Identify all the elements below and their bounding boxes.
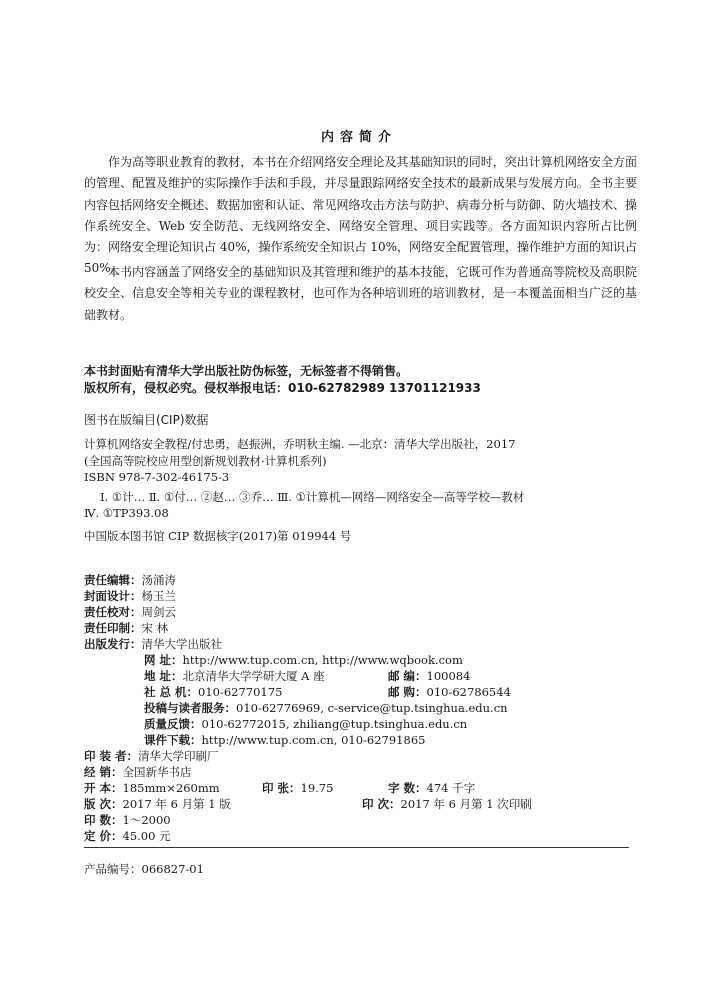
credit-service-value: 010-62776969, c-service@tup.tsinghua.edu.cn (236, 701, 508, 715)
credit-mail-value: 010-62786544 (426, 685, 511, 699)
credit-editor-value: 汤涌涛 (141, 573, 176, 587)
credit-printing (362, 793, 532, 812)
credit-words-value: 474 千字 (426, 781, 476, 795)
summary-paragraph-2: 本书内容涵盖了网络安全的基础知识及其管理和维护的基本技能，它既可作为普通高等院校及高职院校安全、信息安全等相关专业的课程教材，也可作为各种培训班的培训教材，是一本覆盖面相当广泛的基础教材。 (84, 265, 637, 322)
credit-zip-value: 100084 (426, 669, 471, 683)
credit-printer-value: 清华大学印刷厂 (138, 749, 219, 763)
product-code-value: 066827-01 (141, 862, 204, 876)
credit-printer-label: 印 装 者： (84, 749, 139, 763)
credit-publisher-value: 清华大学出版社 (141, 637, 222, 651)
credit-price (84, 825, 171, 844)
credit-count-value: 1～2000 (122, 813, 171, 827)
cip-series-line: (全国高等院校应用型创新规划教材·计算机系列) (84, 454, 327, 468)
credit-zip-label: 邮 编： (388, 669, 427, 683)
product-code (84, 858, 204, 877)
cip-classification-1: Ⅰ. ①计… Ⅱ. ①付… ②赵… ③乔… Ⅲ. ①计算机—网络—网络安全—高等学校—教材 (100, 490, 525, 504)
credit-dist-value: 全国新华书店 (122, 765, 192, 779)
product-code-label: 产品编号： (84, 862, 142, 876)
credit-proof-value: 周剑云 (141, 605, 176, 619)
credit-print-value: 宋 林 (141, 621, 169, 635)
cip-isbn: ISBN 978-7-302-46175-3 (84, 470, 230, 484)
credit-sheets-value: 19.75 (300, 781, 334, 795)
credit-dist-label: 经 销： (84, 765, 123, 779)
credit-count-label: 印 数： (84, 813, 123, 827)
credit-download-value: http://www.tup.com.cn, 010-62791865 (201, 733, 426, 747)
credit-switch-label: 社 总 机： (144, 685, 199, 699)
divider-line (84, 847, 629, 848)
credit-service-label: 投稿与读者服务： (144, 701, 236, 715)
credit-download-label: 课件下载： (144, 733, 202, 747)
credit-price-label: 定 价： (84, 829, 123, 843)
credit-editor-label: 责任编辑： (84, 573, 142, 587)
credit-words-label: 字 数： (388, 781, 427, 795)
credit-format-value: 185mm×260mm (122, 781, 220, 795)
credit-addr-label: 地 址： (144, 669, 183, 683)
credit-web-value: http://www.tup.com.cn, http://www.wqbook.com (182, 653, 463, 667)
credit-publisher-label: 出版发行： (84, 637, 142, 651)
credit-web-label: 网 址： (144, 653, 183, 667)
credit-format-label: 开 本： (84, 781, 123, 795)
credit-quality-label: 质量反馈： (144, 717, 202, 731)
cip-heading: 图书在版编目(CIP)数据 (84, 413, 209, 427)
credit-sheets-label: 印 张： (262, 781, 301, 795)
credit-switch-value: 010-62770175 (198, 685, 283, 699)
credit-cover-value: 杨玉兰 (141, 589, 176, 603)
cip-classification-2: Ⅳ. ①TP393.08 (84, 506, 169, 520)
anti-counterfeit-notice: 本书封面贴有清华大学出版社防伪标签，无标签者不得销售。 (84, 364, 409, 378)
credit-edition-value: 2017 年 6 月第 1 版 (122, 797, 231, 811)
credit-quality-value: 010-62772015, zhiliang@tup.tsinghua.edu.cn (201, 717, 468, 731)
credit-addr-value: 北京清华大学学研大厦 A 座 (182, 669, 325, 683)
credit-edition-label: 版 次： (84, 797, 123, 811)
cip-record-number: 中国版本图书馆 CIP 数据核字(2017)第 019944 号 (84, 529, 352, 543)
credit-mail-label: 邮 购： (388, 685, 427, 699)
credit-print-label: 责任印制： (84, 621, 142, 635)
credit-proof-label: 责任校对： (84, 605, 142, 619)
credit-printing-label: 印 次： (362, 797, 401, 811)
credit-cover-label: 封面设计： (84, 589, 142, 603)
credit-price-value: 45.00 元 (122, 829, 171, 843)
cip-bibliographic-line: 计算机网络安全教程/付忠勇，赵振洲，乔明秋主编. —北京：清华大学出版社，2017 (84, 437, 516, 451)
summary-title: 内容简介 (320, 130, 397, 145)
credit-printing-value: 2017 年 6 月第 1 次印刷 (400, 797, 532, 811)
copyright-notice: 版权所有，侵权必究。侵权举报电话：010-62782989 13701121933 (84, 381, 481, 395)
credit-sheets (262, 777, 333, 796)
summary-paragraph-1: 作为高等职业教育的教材，本书在介绍网络安全理论及其基础知识的同时，突出计算机网络安全方面的管理、配置及维护的实际操作手法和手段，并尽量跟踪网络安全技术的最新成果与发展方向。全书主要内容包括网络安全概述、数据加密和认证、常见网络攻击方法与防护、病毒分析与防御、防火墙技术、操作系统安全、Web 安全防范、无线网络安全、网络安全管理、项目实践等。各方面知识内容所占比例为：网络安全理论知识占 40%，操作系统安全知识占 10%，网络安全配置管理，操作维护方面的知识占 50%。 (84, 155, 637, 276)
